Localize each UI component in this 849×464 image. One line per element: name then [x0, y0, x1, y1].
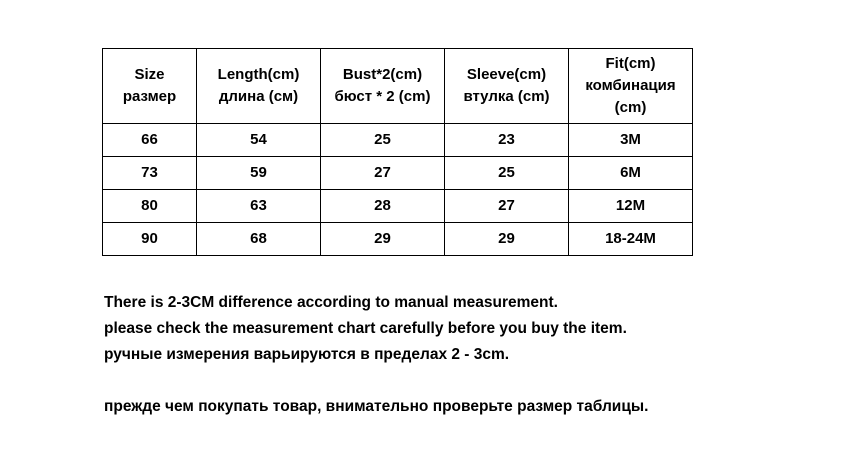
header-bust-en: Bust*2(cm) — [342, 66, 423, 83]
cell-fit: 3M — [569, 124, 693, 157]
cell-size: 90 — [103, 223, 197, 256]
cell-bust: 29 — [321, 223, 445, 256]
cell-fit: 12M — [569, 190, 693, 223]
note-line-difference: There is 2-3CM difference according to manual measurement. — [104, 294, 558, 311]
header-size — [103, 49, 197, 124]
table-row — [103, 223, 693, 256]
header-size-ru: размер — [122, 88, 177, 105]
table-row — [103, 157, 693, 190]
header-sleeve-ru: втулка (cm) — [463, 88, 550, 105]
header-bust-ru: бюст * 2 (cm) — [334, 88, 431, 105]
table-row — [103, 124, 693, 157]
cell-length: 59 — [197, 157, 321, 190]
cell-bust: 28 — [321, 190, 445, 223]
note-line-ru-check: прежде чем покупать товар, внимательно проверьте размер таблицы. — [104, 398, 649, 415]
size-chart-table — [102, 48, 693, 256]
header-sleeve-en: Sleeve(cm) — [466, 66, 547, 83]
header-sleeve — [445, 49, 569, 124]
measurement-notes — [104, 290, 648, 420]
table-header-row — [103, 49, 693, 124]
header-length — [197, 49, 321, 124]
cell-sleeve: 29 — [445, 223, 569, 256]
header-bust — [321, 49, 445, 124]
cell-sleeve: 27 — [445, 190, 569, 223]
cell-bust: 25 — [321, 124, 445, 157]
table-row — [103, 190, 693, 223]
note-line-ru-measurement: ручные измерения варьируются в пределах 2 - 3cm. — [104, 346, 510, 363]
cell-fit: 18-24M — [569, 223, 693, 256]
cell-length: 63 — [197, 190, 321, 223]
cell-length: 68 — [197, 223, 321, 256]
cell-size: 66 — [103, 124, 197, 157]
cell-size: 80 — [103, 190, 197, 223]
cell-sleeve: 23 — [445, 124, 569, 157]
note-line-check-chart: please check the measurement chart carefully before you buy the item. — [104, 320, 627, 337]
cell-length: 54 — [197, 124, 321, 157]
cell-bust: 27 — [321, 157, 445, 190]
cell-size: 73 — [103, 157, 197, 190]
header-length-en: Length(cm) — [217, 66, 300, 83]
header-length-ru: длина (см) — [218, 88, 299, 105]
header-fit-ru: комбинация — [585, 77, 676, 94]
header-fit-en: Fit(cm) — [605, 55, 656, 72]
header-fit — [569, 49, 693, 124]
header-size-en: Size — [134, 66, 165, 83]
cell-fit: 6M — [569, 157, 693, 190]
header-fit-unit: (cm) — [614, 99, 647, 116]
cell-sleeve: 25 — [445, 157, 569, 190]
